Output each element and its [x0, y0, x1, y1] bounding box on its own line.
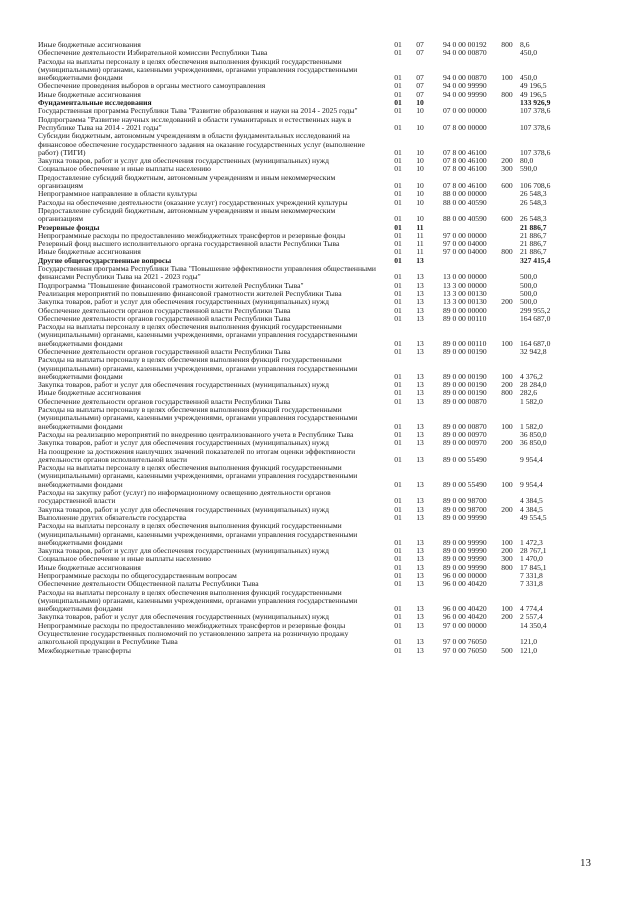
- row-target-article: 07 0 00 00000: [443, 106, 487, 116]
- row-section: 01: [394, 247, 402, 257]
- row-amount: 4 384,5: [520, 504, 543, 514]
- row-name: Расходы на реализацию мероприятий по внедрению централизованного учета в Республике Тыва: [38, 429, 354, 439]
- row-subsection: 13: [416, 496, 424, 506]
- row-section: 01: [394, 388, 402, 398]
- row-section: 01: [394, 164, 402, 174]
- row-section: 01: [394, 239, 402, 249]
- row-expense-type: 800: [501, 40, 513, 49]
- row-amount: 80,0: [520, 156, 534, 166]
- row-section: 01: [394, 604, 402, 614]
- row-name: Обеспечение деятельности органов государственной власти Республики Тыва: [38, 346, 291, 356]
- table-row: [38, 58, 622, 83]
- row-section: 01: [394, 645, 402, 655]
- table-row: [38, 406, 622, 431]
- row-name: Расходы на выплаты персоналу в целях обеспечения выполнения функций государственными (муниципальными) органами, казенными учреждениями, органами управления государственными внебюджетными фондами: [38, 463, 358, 489]
- row-amount: 21 886,7: [520, 230, 547, 240]
- row-target-article: 89 0 00 00190: [443, 346, 487, 356]
- table-row: [38, 174, 622, 191]
- row-subsection: 13: [416, 637, 424, 647]
- row-target-article: 96 0 00 00000: [443, 571, 487, 580]
- row-name: Закупка товаров, работ и услуг для обеспечения государственных (муниципальных) нужд: [38, 546, 329, 556]
- row-amount: 4 774,4: [520, 604, 543, 614]
- row-amount: 8,6: [520, 40, 530, 49]
- table-row: [38, 132, 622, 157]
- row-target-article: 13 3 00 00130: [443, 288, 487, 298]
- row-name: Иные бюджетные ассигнования: [38, 247, 141, 257]
- row-target-article: 89 0 00 00190: [443, 380, 487, 390]
- row-target-article: 07 8 00 46100: [443, 156, 487, 166]
- row-section: 01: [394, 181, 402, 191]
- table-row: [38, 464, 622, 489]
- row-section: 01: [394, 380, 402, 390]
- row-section: 01: [394, 313, 402, 323]
- row-section: 01: [394, 255, 402, 265]
- row-target-article: 97 0 00 04000: [443, 247, 487, 257]
- row-amount: 7 331,8: [520, 571, 543, 580]
- row-amount: 327 415,4: [520, 255, 551, 265]
- row-section: 01: [394, 571, 402, 580]
- row-name: Иные бюджетные ассигнования: [38, 388, 141, 398]
- row-target-article: 89 0 00 00000: [443, 305, 487, 315]
- row-name: Обеспечение деятельности Избирательной комиссии Республики Тыва: [38, 48, 268, 58]
- row-section: 01: [394, 429, 402, 439]
- row-expense-type: 800: [501, 89, 513, 99]
- row-amount: 1 582,0: [520, 396, 543, 406]
- row-amount: 450,0: [520, 48, 538, 58]
- row-section: 01: [394, 504, 402, 514]
- row-subsection: 13: [416, 338, 424, 348]
- row-subsection: 13: [416, 429, 424, 439]
- row-amount: 500,0: [520, 297, 538, 307]
- row-target-article: 89 0 00 00110: [443, 338, 487, 348]
- row-subsection: 13: [416, 479, 424, 489]
- row-amount: 500,0: [520, 280, 538, 290]
- row-target-article: 07 8 00 46100: [443, 147, 487, 157]
- row-name: Резервный фонд высшего исполнительного органа государственной власти Республики Тыва: [38, 239, 340, 249]
- row-amount: 590,0: [520, 164, 538, 174]
- row-target-article: 97 0 00 00000: [443, 620, 487, 630]
- row-expense-type: 100: [501, 479, 513, 489]
- row-expense-type: 100: [501, 537, 513, 547]
- row-amount: 26 548,3: [520, 189, 547, 199]
- row-target-article: 97 0 00 76050: [443, 637, 487, 647]
- row-subsection: 07: [416, 40, 424, 49]
- row-subsection: 13: [416, 371, 424, 381]
- row-subsection: 10: [416, 156, 424, 166]
- row-name: Расходы на выплаты персоналу в целях обеспечения выполнения функций государственными (муниципальными) органами, казенными учреждениями, органами управления государственными внебюджетными фондами: [38, 355, 358, 381]
- row-subsection: 13: [416, 579, 424, 589]
- row-amount: 14 350,4: [520, 620, 547, 630]
- row-name: Непрограммные расходы по предоставлению межбюджетных трансфертов и резервные фонды: [38, 620, 346, 630]
- row-amount: 106 708,6: [520, 181, 551, 191]
- row-amount: 28 767,1: [520, 546, 547, 556]
- table-row: [38, 207, 622, 224]
- row-name: Государственная программа Республики Тыва "Развитие образования и науки на 2014 - 2025 годы": [38, 106, 358, 116]
- row-subsection: 13: [416, 645, 424, 655]
- row-amount: 1 470,0: [520, 554, 543, 564]
- row-amount: 1 582,0: [520, 421, 543, 431]
- row-amount: 4 376,2: [520, 371, 543, 381]
- row-name: Межбюджетные трансферты: [38, 645, 131, 655]
- row-amount: 32 942,8: [520, 346, 547, 356]
- row-subsection: 13: [416, 620, 424, 630]
- row-section: 01: [394, 537, 402, 547]
- table-row: [38, 448, 622, 465]
- row-name: Расходы на обеспечение деятельности (оказание услуг) государственных учреждений культуры: [38, 197, 348, 207]
- row-name: Обеспечение деятельности Общественной палаты Республики Тыва: [38, 579, 259, 589]
- row-name: Предоставление субсидий бюджетным, автономным учреждениям и иным некоммерческим организациям: [38, 205, 336, 224]
- row-section: 01: [394, 612, 402, 622]
- row-subsection: 07: [416, 73, 424, 83]
- row-subsection: 13: [416, 504, 424, 514]
- row-subsection: 13: [416, 272, 424, 282]
- row-target-article: 13 0 00 00000: [443, 272, 487, 282]
- table-row: [38, 489, 622, 506]
- row-target-article: 89 0 00 99990: [443, 554, 487, 564]
- row-name: Социальное обеспечение и иные выплаты населению: [38, 164, 211, 174]
- row-section: 01: [394, 620, 402, 630]
- row-amount: 107 378,6: [520, 147, 551, 157]
- row-amount: 450,0: [520, 73, 538, 83]
- row-target-article: 07 8 00 46100: [443, 164, 487, 174]
- row-target-article: 13 3 00 00000: [443, 280, 487, 290]
- row-subsection: 10: [416, 106, 424, 116]
- row-amount: 36 850,0: [520, 429, 547, 439]
- row-amount: 164 687,0: [520, 338, 551, 348]
- row-subsection: 13: [416, 421, 424, 431]
- row-target-article: 94 0 00 00192: [443, 40, 487, 49]
- row-name: Резервные фонды: [38, 222, 100, 232]
- row-section: 01: [394, 421, 402, 431]
- row-amount: 133 926,9: [520, 98, 551, 108]
- row-target-article: 88 0 00 00000: [443, 189, 487, 199]
- row-name: На поощрение за достижения наилучших значений показателей по итогам оценки эффективности деятельности органов исполнительной власти: [38, 446, 356, 464]
- row-subsection: 13: [416, 388, 424, 398]
- row-amount: 500,0: [520, 272, 538, 282]
- row-name: Реализация мероприятий по повышению финансовой грамотности жителей Республики Тыва: [38, 288, 342, 298]
- row-name: Обеспечение проведения выборов в органы местного самоуправления: [38, 81, 266, 91]
- row-name: Расходы на выплаты персоналу в целях обеспечения выполнения функций государственными (муниципальными) органами, казенными учреждениями, органами управления государственными внебюджетными фондами: [38, 521, 358, 547]
- row-subsection: 13: [416, 562, 424, 572]
- row-subsection: 07: [416, 48, 424, 58]
- row-expense-type: 200: [501, 546, 513, 556]
- row-target-article: 89 0 00 00970: [443, 438, 487, 448]
- row-section: 01: [394, 371, 402, 381]
- row-expense-type: 200: [501, 612, 513, 622]
- row-subsection: 13: [416, 546, 424, 556]
- row-subsection: 11: [416, 222, 424, 232]
- row-target-article: 89 0 00 99990: [443, 512, 487, 522]
- row-section: 01: [394, 222, 402, 232]
- row-subsection: 13: [416, 396, 424, 406]
- row-section: 01: [394, 554, 402, 564]
- row-expense-type: 100: [501, 73, 513, 83]
- row-target-article: 89 0 00 98700: [443, 496, 487, 506]
- row-subsection: 13: [416, 537, 424, 547]
- row-subsection: 13: [416, 297, 424, 307]
- row-target-article: 07 8 00 00000: [443, 122, 487, 132]
- row-section: 01: [394, 396, 402, 406]
- row-amount: 9 954,4: [520, 479, 543, 489]
- row-target-article: 96 0 00 40420: [443, 579, 487, 589]
- row-target-article: 94 0 00 00870: [443, 73, 487, 83]
- row-subsection: 13: [416, 280, 424, 290]
- row-section: 01: [394, 338, 402, 348]
- row-amount: 49 196,5: [520, 89, 547, 99]
- row-subsection: 13: [416, 380, 424, 390]
- row-subsection: 13: [416, 255, 424, 265]
- row-section: 01: [394, 214, 402, 224]
- row-section: 01: [394, 438, 402, 448]
- row-amount: 28 284,0: [520, 380, 547, 390]
- row-name: Закупка товаров, работ и услуг для обеспечения государственных (муниципальных) нужд: [38, 504, 329, 514]
- row-target-article: 89 0 00 00190: [443, 388, 487, 398]
- page-number: 13: [580, 857, 591, 869]
- row-target-article: 07 8 00 46100: [443, 181, 487, 191]
- row-name: Закупка товаров, работ и услуг для обеспечения государственных (муниципальных) нужд: [38, 156, 329, 166]
- row-target-article: 97 0 00 00000: [443, 230, 487, 240]
- row-section: 01: [394, 496, 402, 506]
- row-expense-type: 100: [501, 338, 513, 348]
- row-section: 01: [394, 230, 402, 240]
- row-name: Расходы на закупку работ (услуг) по информационному освещению деятельности органов государственной власти: [38, 488, 331, 506]
- row-section: 01: [394, 89, 402, 99]
- row-name: Иные бюджетные ассигнования: [38, 89, 141, 99]
- row-section: 01: [394, 73, 402, 83]
- row-target-article: 97 0 00 04000: [443, 239, 487, 249]
- row-target-article: 88 0 00 40590: [443, 214, 487, 224]
- row-target-article: 89 0 00 99990: [443, 537, 487, 547]
- row-name: Подпрограмма "Развитие научных исследований в области гуманитарных и естественных наук в Республике Тыва на 2014 - 2021 годы": [38, 114, 352, 132]
- row-expense-type: 100: [501, 604, 513, 614]
- row-name: Фундаментальные исследования: [38, 98, 152, 108]
- row-subsection: 13: [416, 288, 424, 298]
- row-name: Непрограммные расходы по предоставлению межбюджетных трансфертов и резервные фонды: [38, 230, 346, 240]
- row-section: 01: [394, 546, 402, 556]
- row-section: 01: [394, 454, 402, 464]
- row-amount: 282,6: [520, 388, 538, 398]
- row-subsection: 13: [416, 512, 424, 522]
- row-target-article: 89 0 00 55490: [443, 479, 487, 489]
- row-section: 01: [394, 147, 402, 157]
- row-expense-type: 200: [501, 380, 513, 390]
- row-amount: 4 384,5: [520, 496, 543, 506]
- row-subsection: 10: [416, 98, 424, 108]
- table-row: [38, 589, 622, 614]
- row-amount: 21 886,7: [520, 239, 547, 249]
- row-target-article: 89 0 00 98700: [443, 504, 487, 514]
- row-amount: 1 472,3: [520, 537, 543, 547]
- row-target-article: 97 0 00 76050: [443, 645, 487, 655]
- row-target-article: 89 0 00 99990: [443, 546, 487, 556]
- row-expense-type: 600: [501, 214, 513, 224]
- row-subsection: 13: [416, 454, 424, 464]
- row-expense-type: 600: [501, 181, 513, 191]
- row-expense-type: 100: [501, 421, 513, 431]
- row-name: Обеспечение деятельности органов государственной власти Республики Тыва: [38, 396, 291, 406]
- table-row: [38, 356, 622, 381]
- row-subsection: 13: [416, 571, 424, 580]
- row-amount: 36 850,0: [520, 438, 547, 448]
- row-subsection: 13: [416, 313, 424, 323]
- row-amount: 49 196,5: [520, 81, 547, 91]
- table-row: [38, 323, 622, 348]
- row-expense-type: 200: [501, 156, 513, 166]
- row-section: 01: [394, 197, 402, 207]
- row-expense-type: 200: [501, 504, 513, 514]
- row-subsection: 07: [416, 89, 424, 99]
- row-target-article: 13 3 00 00130: [443, 297, 487, 307]
- row-amount: 26 548,3: [520, 197, 547, 207]
- row-target-article: 94 0 00 99990: [443, 81, 487, 91]
- row-name: Осуществление государственных полномочий по установлению запрета на розничную продажу алкогольной продукции в Республике Тыва: [38, 629, 349, 647]
- row-expense-type: 200: [501, 297, 513, 307]
- table-row: [38, 116, 622, 133]
- row-subsection: 10: [416, 122, 424, 132]
- row-target-article: 89 0 00 00190: [443, 371, 487, 381]
- row-amount: 500,0: [520, 288, 538, 298]
- row-section: 01: [394, 98, 402, 108]
- row-amount: 21 886,7: [520, 247, 547, 257]
- row-name: Обеспечение деятельности органов государственной власти Республики Тыва: [38, 313, 291, 323]
- row-name: Закупка товаров, работ и услуг для обеспечения государственных (муниципальных) нужд: [38, 380, 329, 390]
- row-subsection: 13: [416, 346, 424, 356]
- row-expense-type: 200: [501, 438, 513, 448]
- row-subsection: 11: [416, 230, 424, 240]
- row-section: 01: [394, 156, 402, 166]
- row-amount: 164 687,0: [520, 313, 551, 323]
- row-expense-type: 800: [501, 388, 513, 398]
- row-section: 01: [394, 579, 402, 589]
- row-target-article: 89 0 00 00870: [443, 421, 487, 431]
- row-name: Расходы на выплаты персоналу в целях обеспечения выполнения функций государственными (муниципальными) органами, казенными учреждениями, органами управления государственными внебюджетными фондами: [38, 56, 358, 83]
- row-amount: 299 955,2: [520, 305, 551, 315]
- row-subsection: 10: [416, 164, 424, 174]
- row-subsection: 11: [416, 239, 424, 249]
- row-subsection: 10: [416, 189, 424, 199]
- row-subsection: 13: [416, 305, 424, 315]
- row-amount: 121,0: [520, 645, 538, 655]
- row-amount: 107 378,6: [520, 106, 551, 116]
- row-amount: 121,0: [520, 637, 538, 647]
- row-name: Непрограммные расходы по общегосударственным вопросам: [38, 571, 237, 580]
- row-subsection: 10: [416, 181, 424, 191]
- row-target-article: 88 0 00 40590: [443, 197, 487, 207]
- table-row: [38, 265, 622, 282]
- row-section: 01: [394, 122, 402, 132]
- row-name: Иные бюджетные ассигнования: [38, 562, 141, 572]
- row-name: Непрограммное направление в области культуры: [38, 189, 197, 199]
- row-target-article: 89 0 00 99990: [443, 562, 487, 572]
- row-amount: 21 886,7: [520, 222, 547, 232]
- row-name: Расходы на выплаты персоналу в целях обеспечения выполнения функций государственными (муниципальными) органами, казенными учреждениями, органами управления государственными внебюджетными фондами: [38, 587, 358, 614]
- row-name: Закупка товаров, работ и услуг для обеспечения государственных (муниципальных) нужд: [38, 438, 329, 448]
- row-section: 01: [394, 346, 402, 356]
- row-section: 01: [394, 272, 402, 282]
- row-section: 01: [394, 637, 402, 647]
- row-amount: 7 331,8: [520, 579, 543, 589]
- row-section: 01: [394, 106, 402, 116]
- row-section: 01: [394, 189, 402, 199]
- budget-table: [38, 41, 622, 655]
- row-section: 01: [394, 280, 402, 290]
- row-section: 01: [394, 512, 402, 522]
- row-name: Закупка товаров, работ и услуг для обеспечения государственных (муниципальных) нужд: [38, 297, 329, 307]
- row-section: 01: [394, 48, 402, 58]
- row-name: Иные бюджетные ассигнования: [38, 40, 141, 49]
- row-name: Расходы на выплаты персоналу в целях обеспечения выполнения функций государственными (муниципальными) органами, казенными учреждениями, органами управления государственными внебюджетными фондами: [38, 322, 358, 348]
- row-expense-type: 800: [501, 562, 513, 572]
- row-name: Закупка товаров, работ и услуг для обеспечения государственных (муниципальных) нужд: [38, 612, 329, 622]
- row-section: 01: [394, 305, 402, 315]
- row-name: Подпрограмма "Повышение финансовой грамотности жителей Республики Тыва": [38, 280, 304, 290]
- row-target-article: 89 0 00 55490: [443, 454, 487, 464]
- row-expense-type: 300: [501, 164, 513, 174]
- table-row: [38, 522, 622, 547]
- row-name: Выполнение других обязательств государства: [38, 512, 187, 522]
- row-subsection: 13: [416, 612, 424, 622]
- row-expense-type: 300: [501, 554, 513, 564]
- row-name: Социальное обеспечение и иные выплаты населению: [38, 554, 211, 564]
- row-subsection: 10: [416, 197, 424, 207]
- row-section: 01: [394, 40, 402, 49]
- row-target-article: 89 0 00 00870: [443, 396, 487, 406]
- row-amount: 9 954,4: [520, 454, 543, 464]
- row-target-article: 89 0 00 00970: [443, 429, 487, 439]
- row-section: 01: [394, 479, 402, 489]
- row-section: 01: [394, 297, 402, 307]
- row-target-article: 94 0 00 99990: [443, 89, 487, 99]
- row-amount: 17 845,1: [520, 562, 547, 572]
- row-subsection: 10: [416, 147, 424, 157]
- row-name: Предоставление субсидий бюджетным, автономным учреждениям и иным некоммерческим организациям: [38, 172, 336, 191]
- row-amount: 49 554,5: [520, 512, 547, 522]
- row-subsection: 13: [416, 604, 424, 614]
- row-subsection: 11: [416, 247, 424, 257]
- row-amount: 26 548,3: [520, 214, 547, 224]
- row-section: 01: [394, 81, 402, 91]
- row-name: Субсидии бюджетным, автономным учреждениям в области фундаментальных исследований на финансовое обеспечение государственного задания на оказание государственных услуг (выполнение работ) (ТИГИ): [38, 131, 365, 157]
- row-amount: 107 378,6: [520, 122, 551, 132]
- row-name: Обеспечение деятельности органов государственной власти Республики Тыва: [38, 305, 291, 315]
- row-name: Государственная программа Республики Тыва "Повышение эффективности управления общественными финансами Республики Тыва на 2021 - 2023 годы": [38, 264, 376, 282]
- row-subsection: 13: [416, 438, 424, 448]
- row-subsection: 10: [416, 214, 424, 224]
- row-section: 01: [394, 288, 402, 298]
- row-name: Расходы на выплаты персоналу в целях обеспечения выполнения функций государственными (муниципальными) органами, казенными учреждениями, органами управления государственными внебюджетными фондами: [38, 405, 358, 431]
- table-row: [38, 647, 622, 655]
- row-name: Другие общегосударственные вопросы: [38, 255, 172, 265]
- row-amount: 2 557,4: [520, 612, 543, 622]
- row-subsection: 13: [416, 554, 424, 564]
- row-expense-type: 100: [501, 371, 513, 381]
- row-target-article: 94 0 00 00870: [443, 48, 487, 58]
- row-target-article: 89 0 00 00110: [443, 313, 487, 323]
- row-target-article: 96 0 00 40420: [443, 612, 487, 622]
- row-expense-type: 800: [501, 247, 513, 257]
- row-expense-type: 500: [501, 645, 513, 655]
- row-section: 01: [394, 562, 402, 572]
- row-target-article: 96 0 00 40420: [443, 604, 487, 614]
- table-row: [38, 630, 622, 647]
- row-subsection: 07: [416, 81, 424, 91]
